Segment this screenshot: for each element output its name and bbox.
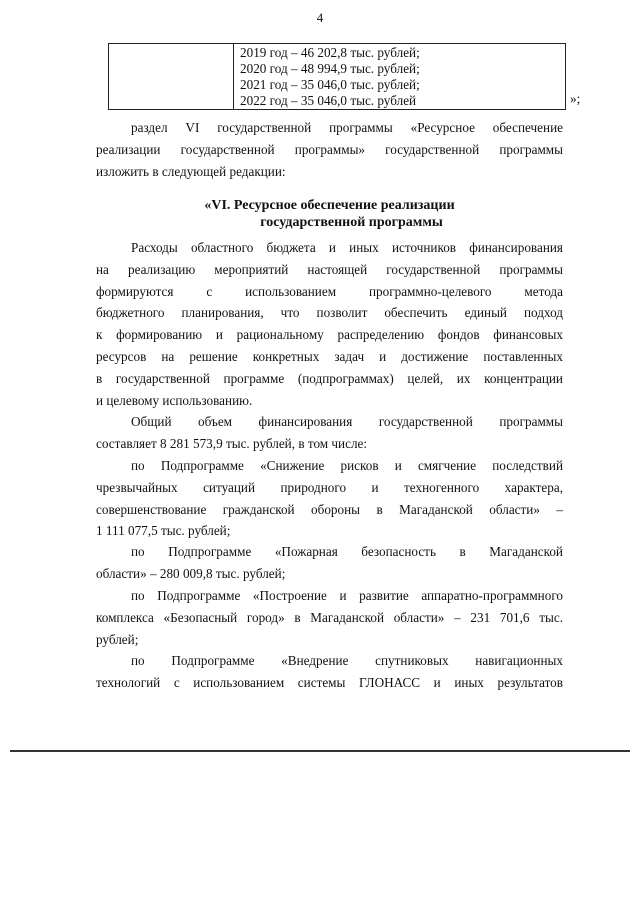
text-line: рублей;: [96, 631, 139, 647]
text-line: по Подпрограмме «Построение и развитие аппаратно-программного: [131, 588, 563, 603]
text-line: чрезвычайных ситуаций природного и техногенного характера,: [96, 479, 563, 495]
financing-year-2022: 2022 год – 35 046,0 тыс. рублей: [240, 93, 417, 108]
section-heading-line1: «VI. Ресурсное обеспечение реализации: [204, 198, 455, 213]
text-line: формируются с использованием программно-целевого метода: [96, 283, 563, 299]
text-line: по Подпрограмме «Снижение рисков и смягчение последствий: [131, 458, 563, 473]
text-line: технологий с использованием системы ГЛОНАСС и иных результатов: [96, 674, 563, 690]
text-line: бюджетного планирования, что позволит обеспечить единый подход: [96, 305, 563, 321]
table-label-cell: [109, 44, 234, 110]
text-line: и целевому использованию.: [96, 392, 253, 408]
text-line: по Подпрограмме «Внедрение спутниковых навигационных: [131, 653, 563, 668]
table-values-cell: [234, 44, 566, 110]
subprogram-3-paragraph: [96, 585, 563, 650]
text-line: по Подпрограмме «Пожарная безопасность в Магаданской: [131, 544, 563, 559]
intro-paragraph: [96, 117, 563, 182]
text-line: области» – 280 009,8 тыс. рублей;: [96, 565, 286, 581]
subprogram-1-paragraph: [96, 455, 563, 542]
subprogram-2-paragraph: [96, 541, 563, 585]
text-line: к формированию и рациональному распределению фондов финансовых: [96, 327, 563, 343]
text-line: составляет 8 281 573,9 тыс. рублей, в том числе:: [96, 435, 368, 451]
text-line: на реализацию мероприятий настоящей государственной программы: [96, 261, 563, 277]
section-heading: [96, 197, 563, 231]
financing-table: [108, 43, 566, 110]
section-heading-line2: государственной программы: [260, 215, 443, 230]
text-line: ресурсов на решение конкретных задач и достижение поставленных: [96, 348, 563, 364]
financing-year-2021: 2021 год – 35 046,0 тыс. рублей;: [240, 77, 420, 92]
table-row: [109, 44, 566, 110]
text-line: реализации государственной программы» государственной программы: [96, 141, 563, 157]
total-paragraph: [96, 411, 563, 455]
text-line: в государственной программе (подпрограммах) целей, их концентрации: [96, 370, 563, 386]
text-line: 1 111 077,5 тыс. рублей;: [96, 523, 231, 539]
text-line: Общий объем финансирования государственной программы: [131, 414, 563, 429]
text-line: раздел VI государственной программы «Ресурсное обеспечение: [131, 120, 563, 135]
text-line: Расходы областного бюджета и иных источников финансирования: [131, 240, 563, 255]
page-number: 4: [316, 10, 324, 25]
subprogram-4-paragraph: [96, 650, 563, 694]
financing-year-2019: 2019 год – 46 202,8 тыс. рублей;: [240, 45, 420, 60]
financing-year-2020: 2020 год – 48 994,9 тыс. рублей;: [240, 61, 420, 76]
text-line: изложить в следующей редакции:: [96, 163, 286, 179]
page-bottom-rule: [10, 750, 630, 752]
text-line: совершенствование гражданской обороны в Магаданской области» –: [96, 501, 563, 517]
table-closing-quote: »;: [570, 91, 581, 106]
text-line: комплекса «Безопасный город» в Магаданской области» – 231 701,6 тыс.: [96, 609, 563, 625]
expenses-paragraph: [96, 237, 563, 411]
